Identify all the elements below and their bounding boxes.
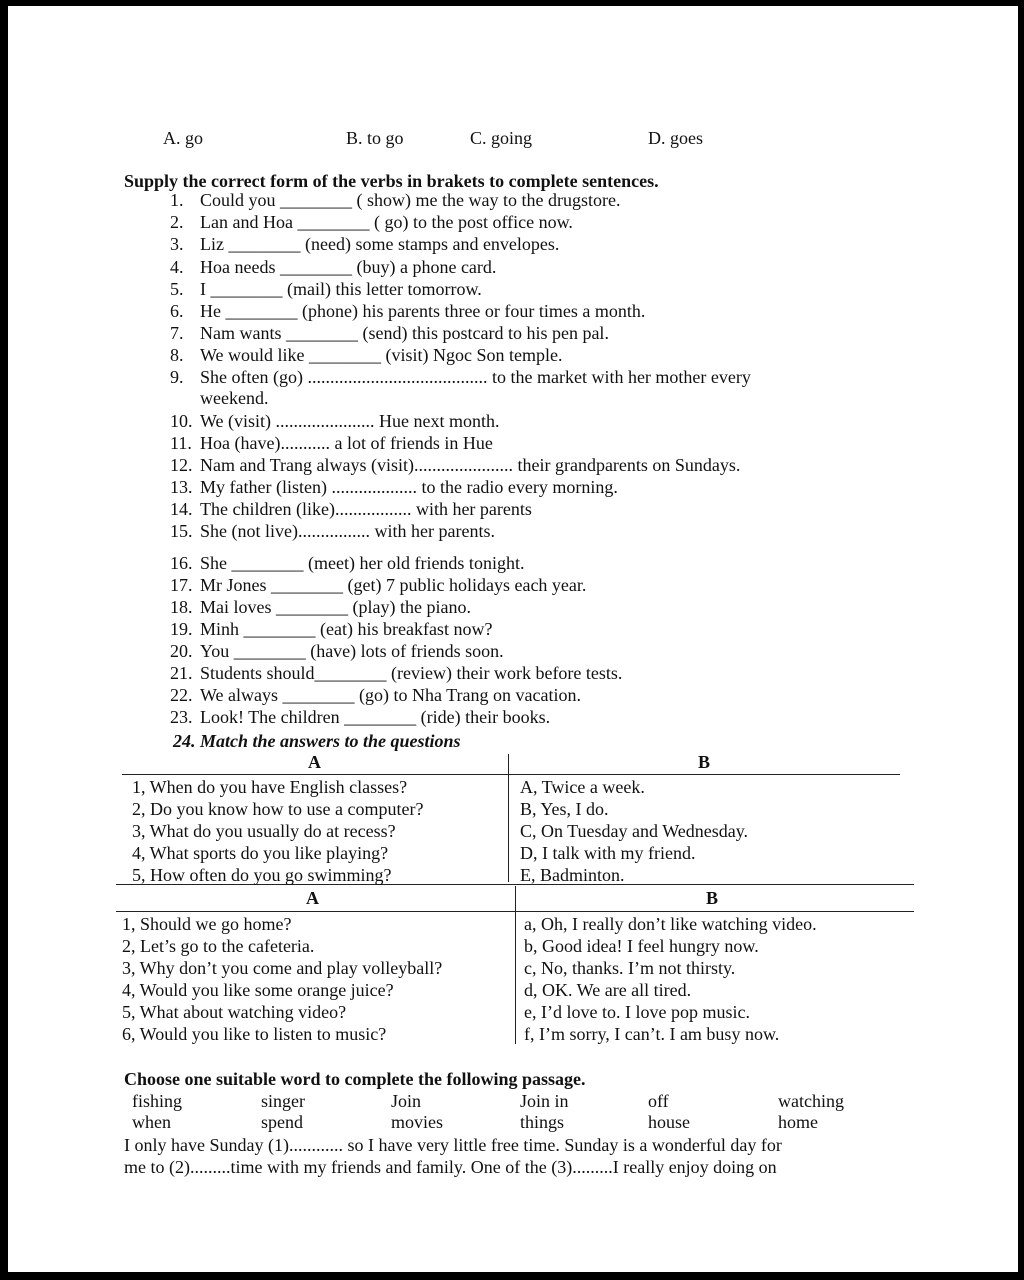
word-bank-item: when <box>132 1112 171 1132</box>
exercise-item <box>170 301 645 322</box>
item-text: weekend. <box>200 388 269 408</box>
exercise-item <box>170 345 563 366</box>
table1-header-a: A <box>308 752 321 772</box>
option-a: A. go <box>163 128 203 148</box>
table2-col-a-cell: 5, What about watching video? <box>122 1002 347 1022</box>
item-number: 8. <box>170 345 184 365</box>
exercise-item <box>170 521 495 542</box>
table2-col-b-cell: a, Oh, I really don’t like watching video. <box>524 914 817 934</box>
item-text: Hoa (have)........... a lot of friends in Hue <box>200 433 493 453</box>
item-number: 19. <box>170 619 193 639</box>
item-number: 1. <box>170 190 184 210</box>
table1-col-b-cell: E, Badminton. <box>520 865 625 885</box>
item-text: We would like ________ (visit) Ngoc Son temple. <box>200 345 563 365</box>
option-d: D. goes <box>648 128 703 148</box>
item-text: Could you ________ ( show) me the way to the drugstore. <box>200 190 621 210</box>
exercise-item <box>170 212 573 233</box>
item-text: Liz ________ (need) some stamps and envelopes. <box>200 234 560 254</box>
word-bank-item: Join <box>391 1091 422 1111</box>
table1-col-b-cell: C, On Tuesday and Wednesday. <box>520 821 749 841</box>
table1-col-b-cell: B, Yes, I do. <box>520 799 609 819</box>
item-number: 14. <box>170 499 193 519</box>
item-text: Nam wants ________ (send) this postcard to his pen pal. <box>200 323 609 343</box>
item-number: 5. <box>170 279 184 299</box>
exercise-item <box>170 411 500 432</box>
item-number: 15. <box>170 521 193 541</box>
item-text: She (not live)................ with her parents. <box>200 521 495 541</box>
item-number: 3. <box>170 234 184 254</box>
table2-col-a-cell: 6, Would you like to listen to music? <box>122 1024 387 1044</box>
exercise-item <box>170 257 496 278</box>
item-number: 20. <box>170 641 193 661</box>
exercise-item <box>170 388 268 409</box>
item-text: Hoa needs ________ (buy) a phone card. <box>200 257 497 277</box>
exercise-item <box>170 323 609 344</box>
table1-col-b-cell: A, Twice a week. <box>520 777 645 797</box>
exercise-item <box>170 455 740 476</box>
word-bank-item: watching <box>778 1091 844 1111</box>
exercise-item <box>170 279 482 300</box>
exercise-item <box>170 234 559 255</box>
item-text: The children (like)................. with her parents <box>200 499 532 519</box>
table1-header-b: B <box>698 752 711 772</box>
table1-col-a-cell: 3, What do you usually do at recess? <box>132 821 396 841</box>
word-bank-item: spend <box>261 1112 303 1132</box>
table2-col-b-cell: f, I’m sorry, I can’t. I am busy now. <box>524 1024 780 1044</box>
exercise-item <box>170 190 620 211</box>
item-text: I ________ (mail) this letter tomorrow. <box>200 279 482 299</box>
item-number: 18. <box>170 597 193 617</box>
table2-header-b: B <box>706 888 719 908</box>
table2-col-b-cell: e, I’d love to. I love pop music. <box>524 1002 750 1022</box>
worksheet-page <box>8 6 1018 1272</box>
table1-col-b-cell: D, I talk with my friend. <box>520 843 696 863</box>
word-bank-item: house <box>648 1112 690 1132</box>
item-number: 16. <box>170 553 193 573</box>
table1-col-a-cell: 5, How often do you go swimming? <box>132 865 392 885</box>
item-number: 13. <box>170 477 193 497</box>
word-bank-item: singer <box>261 1091 305 1111</box>
item-text: You ________ (have) lots of friends soon. <box>200 641 504 661</box>
exercise-item <box>170 575 586 596</box>
item-number: 21. <box>170 663 193 683</box>
item-text: We always ________ (go) to Nha Trang on vacation. <box>200 685 581 705</box>
table2-col-b-cell: d, OK. We are all tired. <box>524 980 692 1000</box>
table1-header-rule <box>122 774 900 775</box>
exercise-item <box>170 553 524 574</box>
table2-header-a: A <box>306 888 319 908</box>
item-number: 4. <box>170 257 184 277</box>
item-text: Mr Jones ________ (get) 7 public holidays each year. <box>200 575 587 595</box>
table2-col-b-cell: b, Good idea! I feel hungry now. <box>524 936 759 956</box>
item-text: She ________ (meet) her old friends tonight. <box>200 553 525 573</box>
table2-col-b-cell: c, No, thanks. I’m not thirsty. <box>524 958 736 978</box>
table1-col-a-cell: 2, Do you know how to use a computer? <box>132 799 424 819</box>
exercise-item <box>170 367 751 388</box>
item-text: Lan and Hoa ________ ( go) to the post office now. <box>200 212 573 232</box>
item-number: 10. <box>170 411 193 431</box>
item-number: 9. <box>170 367 184 387</box>
exercise-item <box>170 685 581 706</box>
table1-col-a-cell: 4, What sports do you like playing? <box>132 843 389 863</box>
table2-col-a-cell: 3, Why don’t you come and play volleyball? <box>122 958 443 978</box>
word-bank-item: things <box>520 1112 565 1132</box>
item-text: She often (go) ........................................ to the market with her mother every <box>200 367 751 387</box>
item-text: Look! The children ________ (ride) their books. <box>200 707 551 727</box>
passage-line-2: me to (2).........time with my friends and family. One of the (3).........I really enjoy doing on <box>124 1157 777 1177</box>
exercise-item <box>170 641 504 662</box>
item-number: 7. <box>170 323 184 343</box>
exercise-item <box>170 477 618 498</box>
item-text: We (visit) ...................... Hue next month. <box>200 411 500 431</box>
item-number: 22. <box>170 685 193 705</box>
item-number: 12. <box>170 455 193 475</box>
item-number: 17. <box>170 575 193 595</box>
item-number: 2. <box>170 212 184 232</box>
section-verbs-title: Supply the correct form of the verbs in brakets to complete sentences. <box>124 171 659 191</box>
item-number: 6. <box>170 301 184 321</box>
table2-col-a-cell: 2, Let’s go to the cafeteria. <box>122 936 315 956</box>
item-number: 11. <box>170 433 192 453</box>
option-c: C. going <box>470 128 533 148</box>
option-b: B. to go <box>346 128 404 148</box>
exercise-item <box>170 663 622 684</box>
item-number: 23. <box>170 707 193 727</box>
passage-line-1: I only have Sunday (1)............ so I have very little free time. Sunday is a wonderful day for <box>124 1135 782 1155</box>
table1-divider <box>508 754 509 882</box>
exercise-item <box>170 707 550 728</box>
word-bank-item: home <box>778 1112 818 1132</box>
table1-col-a-cell: 1, When do you have English classes? <box>132 777 408 797</box>
word-bank-item: movies <box>391 1112 443 1132</box>
item-text: Minh ________ (eat) his breakfast now? <box>200 619 493 639</box>
item-text: My father (listen) ................... to the radio every morning. <box>200 477 618 497</box>
exercise-item <box>170 499 532 520</box>
item-text: Students should________ (review) their work before tests. <box>200 663 623 683</box>
item-text: Mai loves ________ (play) the piano. <box>200 597 471 617</box>
exercise-item <box>170 433 493 454</box>
table2-divider <box>515 886 516 1044</box>
word-bank-item: Join in <box>520 1091 569 1111</box>
exercise-item <box>170 597 471 618</box>
item-text: Nam and Trang always (visit)...................... their grandparents on Sundays. <box>200 455 741 475</box>
word-bank-item: off <box>648 1091 669 1111</box>
item-text: He ________ (phone) his parents three or four times a month. <box>200 301 646 321</box>
word-bank-item: fishing <box>132 1091 183 1111</box>
match-title: 24. Match the answers to the questions <box>173 731 461 751</box>
passage-title: Choose one suitable word to complete the following passage. <box>124 1069 586 1089</box>
exercise-item <box>170 619 492 640</box>
table2-col-a-cell: 4, Would you like some orange juice? <box>122 980 394 1000</box>
table2-col-a-cell: 1, Should we go home? <box>122 914 292 934</box>
